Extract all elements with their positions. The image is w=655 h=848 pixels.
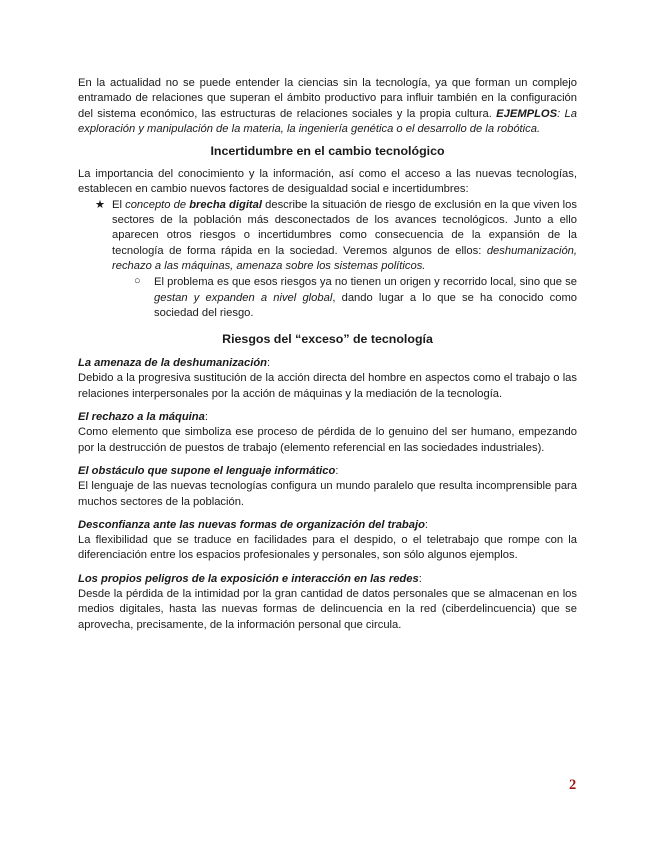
page-number: 2 [569, 777, 577, 793]
bullet-pre: El [112, 198, 126, 211]
risk-item [78, 464, 577, 510]
risk-title-line: Desconfianza ante las nuevas formas de organización del trabajo: [78, 518, 429, 531]
risk-text: Como elemento que simboliza ese proceso de pérdida de lo genuino del ser humano, empezando por la destrucción de puestos de trabajo (elemento referencial en las sociedades industriales). [78, 426, 577, 454]
risk-text: Debido a la progresiva sustitución de la acción directa del hombre en aspectos como el trabajo o las relaciones interpersonales por la acción de máquinas y la mediación de la tecnología. [78, 372, 577, 400]
intro-text: En la actualidad no se puede entender la ciencias sin la tecnología, ya que forman un complejo entramado de relaciones que superan el ámbito productivo para influir también en la configuración del sistema económico, las estructuras de relaciones sociales y la propia cultura. [78, 77, 577, 120]
bullet-risk-list: deshumanización, rechazo a las máquinas, amenaza sobre los sistemas políticos. [112, 244, 577, 272]
sub-bullet-italic: gestan y expanden a nivel global [154, 291, 333, 304]
risk-title-line: El obstáculo que supone el lenguaje informático: [78, 464, 339, 477]
risk-title: Desconfianza ante las nuevas formas de organización del trabajo [78, 518, 425, 531]
risk-item [78, 572, 577, 633]
section-heading-incertidumbre: Incertidumbre en el cambio tecnológico [210, 144, 445, 159]
bullet-rest: describe la situación de riesgo de exclusión en la que viven los sectores de la población más desconectados de los avances tecnológicos. Junto a ello aparecen otros riesgos o incertidumbres como consecuencia de la expansión de la tecnología de forma rápida en la sociedad. Veremos algunos de ellos: [112, 198, 577, 257]
risk-title: El obstáculo que supone el lenguaje informático [78, 464, 336, 477]
risk-text: Desde la pérdida de la intimidad por la gran cantidad de datos personales que se almacenan en los medios digitales, hasta las nuevas formas de delincuencia en la red (ciberdelincuencia) que se aprovecha, precisamente, de la información personal que circula. [78, 588, 577, 631]
sub-bullet-post: , dando lugar a lo que se ha conocido como sociedad del riesgo. [154, 291, 577, 319]
risk-title-line: La amenaza de la deshumanización: [78, 357, 271, 370]
risk-title-line: El rechazo a la máquina: [78, 411, 208, 424]
examples-label: EJEMPLOS [496, 107, 558, 120]
sub-bullet-riesgo-global [78, 275, 577, 321]
star-bullet-icon: ★ [95, 198, 106, 211]
bullet-concept-italic: concepto de [125, 198, 190, 211]
risk-text: El lenguaje de las nuevas tecnologías configura un mundo paralelo que resulta incomprensible para muchos sectores de la población. [78, 480, 577, 508]
risk-title: La amenaza de la deshumanización [78, 357, 268, 370]
bullet-concept-bold: brecha digital [189, 198, 262, 211]
risk-text: La flexibilidad que se traduce en facilidades para el despido, o el teletrabajo que rompe con la diferenciación entre los espacios profesionales y personales, son sólo algunos ejemplos. [78, 534, 577, 562]
circle-bullet-icon: ○ [134, 275, 141, 288]
document-page [78, 76, 577, 641]
risk-item [78, 518, 577, 564]
intro-paragraph [78, 76, 577, 137]
risk-item [78, 356, 577, 402]
sub-bullet-pre: El problema es que esos riesgos ya no tienen un origen y recorrido local, sino que se [154, 276, 577, 289]
risk-item [78, 410, 577, 456]
risk-title: Los propios peligros de la exposición e interacción en las redes [78, 572, 419, 585]
examples-text: : La exploración y manipulación de la materia, la ingeniería genética o el desarrollo de la robótica. [78, 107, 577, 135]
risk-title-line: Los propios peligros de la exposición e interacción en las redes: [78, 572, 422, 585]
section1-lead: La importancia del conocimiento y la información, así como el acceso a las nuevas tecnologías, establecen en cambio nuevos factores de desigualdad social e incertidumbres: [78, 168, 577, 196]
bullet-brecha-digital [78, 198, 577, 274]
risk-title: El rechazo a la máquina [78, 411, 205, 424]
section-heading-riesgos: Riesgos del “exceso” de tecnología [222, 332, 433, 347]
